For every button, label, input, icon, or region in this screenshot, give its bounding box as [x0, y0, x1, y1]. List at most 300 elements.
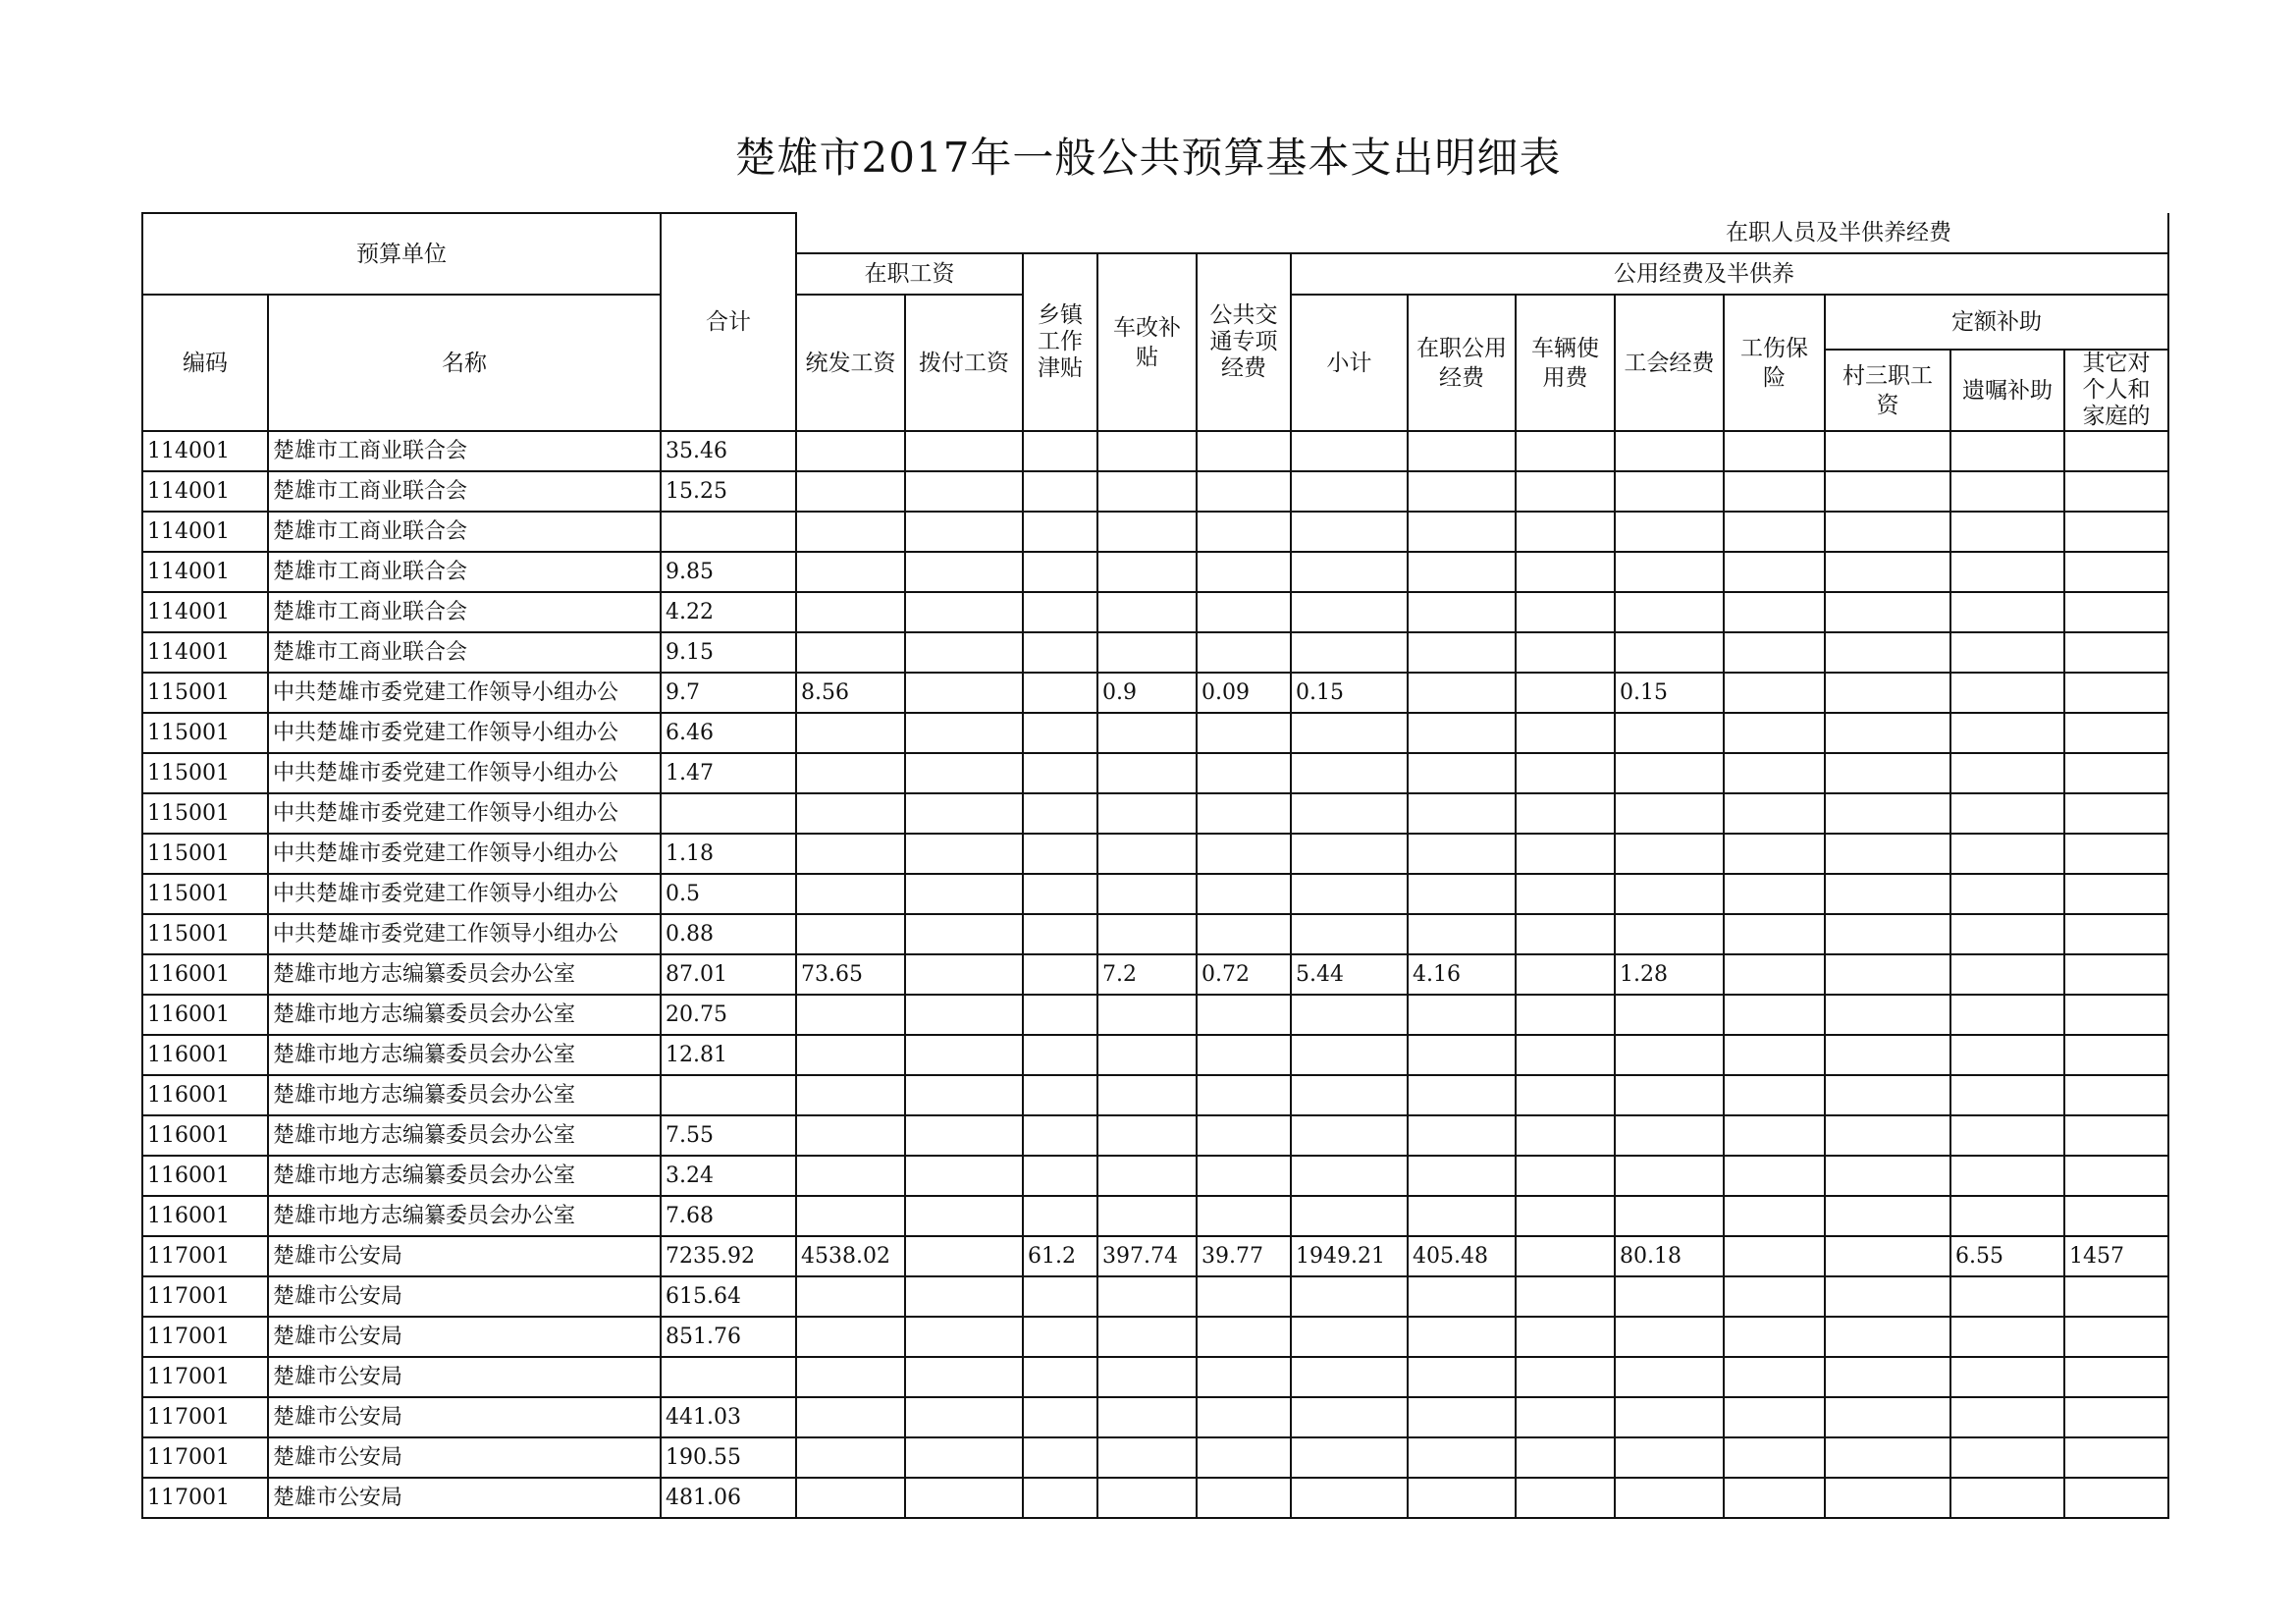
cell-transport-fund: [1197, 512, 1291, 552]
cell-staff-public: [1408, 1115, 1516, 1156]
cell-subtotal: [1291, 914, 1408, 954]
cell-union-fee: [1615, 632, 1724, 673]
cell-village-three: [1825, 471, 1950, 512]
cell-transport-fund: [1197, 874, 1291, 914]
cell-unified-salary: [796, 874, 905, 914]
cell-township-allowance: [1023, 914, 1097, 954]
cell-township-allowance: [1023, 954, 1097, 995]
cell-other-personal: [2064, 673, 2168, 713]
header-injury-insurance: 工伤保 险: [1724, 295, 1825, 431]
cell-village-three: [1825, 793, 1950, 834]
header-village-three: 村三职工 资: [1825, 350, 1950, 431]
cell-code: 117001: [142, 1437, 268, 1478]
cell-subtotal: [1291, 995, 1408, 1035]
cell-total: 441.03: [661, 1397, 796, 1437]
cell-total: 9.85: [661, 552, 796, 592]
table-row: [142, 834, 2168, 874]
cell-vehicle-fee: [1516, 793, 1615, 834]
cell-staff-public: [1408, 1156, 1516, 1196]
cell-total: 7235.92: [661, 1236, 796, 1276]
cell-unified-salary: [796, 1357, 905, 1397]
cell-staff-public: [1408, 1357, 1516, 1397]
cell-staff-public: [1408, 471, 1516, 512]
cell-total: [661, 1357, 796, 1397]
cell-code: 115001: [142, 834, 268, 874]
table-row: [142, 1075, 2168, 1115]
table-row: [142, 431, 2168, 471]
header-other-personal: 其它对 个人和 家庭的: [2064, 350, 2168, 431]
cell-subtotal: [1291, 1035, 1408, 1075]
header-vehicle-fee: 车辆使 用费: [1516, 295, 1615, 431]
cell-vehicle-fee: [1516, 673, 1615, 713]
cell-unified-salary: [796, 713, 905, 753]
header-code: 编码: [142, 295, 268, 431]
header-allocated-salary: 拨付工资: [905, 295, 1023, 431]
cell-village-three: [1825, 1357, 1950, 1397]
cell-other-personal: [2064, 1397, 2168, 1437]
cell-name: 中共楚雄市委党建工作领导小组办公: [268, 914, 661, 954]
cell-allocated-salary: [905, 431, 1023, 471]
cell-vehicle-fee: [1516, 1156, 1615, 1196]
cell-code: 116001: [142, 1035, 268, 1075]
header-unified-salary: 统发工资: [796, 295, 905, 431]
cell-township-allowance: [1023, 874, 1097, 914]
cell-allocated-salary: [905, 995, 1023, 1035]
cell-township-allowance: [1023, 1276, 1097, 1317]
cell-allocated-salary: [905, 914, 1023, 954]
cell-name: 楚雄市工商业联合会: [268, 512, 661, 552]
table-row: [142, 552, 2168, 592]
cell-total: 7.55: [661, 1115, 796, 1156]
cell-union-fee: 0.15: [1615, 673, 1724, 713]
cell-unified-salary: [796, 834, 905, 874]
cell-vehicle-fee: [1516, 713, 1615, 753]
cell-name: 中共楚雄市委党建工作领导小组办公: [268, 753, 661, 793]
table-row: [142, 673, 2168, 713]
cell-unified-salary: [796, 1276, 905, 1317]
table-row: [142, 1115, 2168, 1156]
cell-bereavement: [1950, 1156, 2064, 1196]
cell-township-allowance: [1023, 592, 1097, 632]
cell-car-reform: [1097, 995, 1197, 1035]
cell-transport-fund: [1197, 995, 1291, 1035]
cell-other-personal: [2064, 1357, 2168, 1397]
cell-subtotal: [1291, 1196, 1408, 1236]
cell-transport-fund: 39.77: [1197, 1236, 1291, 1276]
cell-vehicle-fee: [1516, 995, 1615, 1035]
cell-car-reform: [1097, 874, 1197, 914]
cell-township-allowance: [1023, 1196, 1097, 1236]
cell-vehicle-fee: [1516, 1478, 1615, 1518]
cell-staff-public: [1408, 1075, 1516, 1115]
cell-transport-fund: 0.09: [1197, 673, 1291, 713]
cell-car-reform: [1097, 834, 1197, 874]
cell-transport-fund: [1197, 1437, 1291, 1478]
cell-injury-insurance: [1724, 914, 1825, 954]
cell-car-reform: [1097, 914, 1197, 954]
cell-bereavement: [1950, 552, 2064, 592]
cell-total: 12.81: [661, 1035, 796, 1075]
cell-transport-fund: [1197, 834, 1291, 874]
cell-bereavement: [1950, 1317, 2064, 1357]
cell-unified-salary: 8.56: [796, 673, 905, 713]
cell-car-reform: [1097, 1276, 1197, 1317]
cell-staff-public: [1408, 874, 1516, 914]
cell-township-allowance: [1023, 1478, 1097, 1518]
cell-name: 楚雄市公安局: [268, 1478, 661, 1518]
cell-bereavement: [1950, 1196, 2064, 1236]
cell-injury-insurance: [1724, 431, 1825, 471]
table-row: [142, 1276, 2168, 1317]
cell-bereavement: [1950, 995, 2064, 1035]
cell-subtotal: [1291, 1115, 1408, 1156]
table-body: [142, 431, 2168, 1518]
cell-union-fee: [1615, 471, 1724, 512]
cell-township-allowance: [1023, 1115, 1097, 1156]
cell-vehicle-fee: [1516, 834, 1615, 874]
cell-vehicle-fee: [1516, 1196, 1615, 1236]
cell-vehicle-fee: [1516, 592, 1615, 632]
cell-unified-salary: [796, 512, 905, 552]
cell-staff-public: 405.48: [1408, 1236, 1516, 1276]
cell-village-three: [1825, 753, 1950, 793]
cell-staff-public: [1408, 1035, 1516, 1075]
cell-code: 115001: [142, 914, 268, 954]
cell-village-three: [1825, 1115, 1950, 1156]
cell-total: 1.18: [661, 834, 796, 874]
cell-village-three: [1825, 552, 1950, 592]
cell-car-reform: [1097, 1317, 1197, 1357]
cell-village-three: [1825, 1276, 1950, 1317]
cell-injury-insurance: [1724, 954, 1825, 995]
cell-township-allowance: [1023, 1075, 1097, 1115]
cell-name: 楚雄市地方志编纂委员会办公室: [268, 1075, 661, 1115]
cell-township-allowance: [1023, 552, 1097, 592]
cell-union-fee: [1615, 1035, 1724, 1075]
page-title: 楚雄市2017年一般公共预算基本支出明细表: [734, 134, 1562, 182]
cell-injury-insurance: [1724, 1397, 1825, 1437]
cell-total: 481.06: [661, 1478, 796, 1518]
cell-injury-insurance: [1724, 552, 1825, 592]
cell-village-three: [1825, 592, 1950, 632]
cell-car-reform: [1097, 1196, 1197, 1236]
cell-bereavement: [1950, 1397, 2064, 1437]
cell-code: 117001: [142, 1357, 268, 1397]
cell-subtotal: [1291, 834, 1408, 874]
table-row: [142, 954, 2168, 995]
cell-unified-salary: [796, 1397, 905, 1437]
cell-township-allowance: [1023, 1035, 1097, 1075]
cell-allocated-salary: [905, 1196, 1023, 1236]
cell-township-allowance: [1023, 753, 1097, 793]
table-row: [142, 1317, 2168, 1357]
table-row: [142, 592, 2168, 632]
cell-staff-public: [1408, 793, 1516, 834]
cell-unified-salary: [796, 1437, 905, 1478]
cell-union-fee: [1615, 1156, 1724, 1196]
cell-name: 楚雄市公安局: [268, 1397, 661, 1437]
cell-village-three: [1825, 431, 1950, 471]
cell-total: 851.76: [661, 1317, 796, 1357]
cell-allocated-salary: [905, 793, 1023, 834]
cell-car-reform: [1097, 1397, 1197, 1437]
cell-village-three: [1825, 1035, 1950, 1075]
cell-vehicle-fee: [1516, 431, 1615, 471]
cell-code: 115001: [142, 793, 268, 834]
cell-allocated-salary: [905, 1075, 1023, 1115]
cell-township-allowance: 61.2: [1023, 1236, 1097, 1276]
cell-allocated-salary: [905, 1115, 1023, 1156]
cell-union-fee: [1615, 1478, 1724, 1518]
cell-subtotal: 5.44: [1291, 954, 1408, 995]
table-row: [142, 1397, 2168, 1437]
cell-village-three: [1825, 1075, 1950, 1115]
cell-name: 楚雄市工商业联合会: [268, 471, 661, 512]
cell-car-reform: [1097, 1156, 1197, 1196]
table-row: [142, 1035, 2168, 1075]
cell-village-three: [1825, 995, 1950, 1035]
cell-township-allowance: [1023, 713, 1097, 753]
cell-code: 115001: [142, 874, 268, 914]
cell-injury-insurance: [1724, 995, 1825, 1035]
cell-vehicle-fee: [1516, 753, 1615, 793]
cell-transport-fund: [1197, 552, 1291, 592]
cell-injury-insurance: [1724, 1317, 1825, 1357]
cell-total: 190.55: [661, 1437, 796, 1478]
cell-township-allowance: [1023, 1357, 1097, 1397]
cell-total: 1.47: [661, 753, 796, 793]
cell-transport-fund: [1197, 1115, 1291, 1156]
cell-allocated-salary: [905, 1156, 1023, 1196]
cell-allocated-salary: [905, 713, 1023, 753]
cell-unified-salary: [796, 793, 905, 834]
cell-name: 中共楚雄市委党建工作领导小组办公: [268, 834, 661, 874]
cell-name: 楚雄市地方志编纂委员会办公室: [268, 1156, 661, 1196]
cell-total: [661, 793, 796, 834]
cell-total: 87.01: [661, 954, 796, 995]
cell-unified-salary: [796, 1115, 905, 1156]
cell-subtotal: [1291, 1276, 1408, 1317]
cell-vehicle-fee: [1516, 512, 1615, 552]
cell-subtotal: [1291, 431, 1408, 471]
cell-name: 中共楚雄市委党建工作领导小组办公: [268, 793, 661, 834]
cell-staff-public: [1408, 431, 1516, 471]
cell-transport-fund: [1197, 1357, 1291, 1397]
cell-other-personal: [2064, 954, 2168, 995]
header-quota-group: 定额补助: [1825, 295, 2168, 350]
cell-village-three: [1825, 874, 1950, 914]
cell-injury-insurance: [1724, 1115, 1825, 1156]
cell-injury-insurance: [1724, 512, 1825, 552]
cell-total: 0.5: [661, 874, 796, 914]
cell-bereavement: [1950, 512, 2064, 552]
cell-subtotal: [1291, 592, 1408, 632]
cell-name: 楚雄市工商业联合会: [268, 552, 661, 592]
cell-bereavement: [1950, 1115, 2064, 1156]
table-row: [142, 632, 2168, 673]
cell-name: 楚雄市工商业联合会: [268, 431, 661, 471]
cell-subtotal: [1291, 713, 1408, 753]
cell-staff-public: [1408, 632, 1516, 673]
cell-unified-salary: [796, 592, 905, 632]
cell-staff-public: [1408, 1437, 1516, 1478]
cell-car-reform: [1097, 552, 1197, 592]
cell-other-personal: [2064, 1115, 2168, 1156]
cell-allocated-salary: [905, 1035, 1023, 1075]
cell-union-fee: [1615, 512, 1724, 552]
cell-village-three: [1825, 954, 1950, 995]
header-bereavement: 遗嘱补助: [1950, 350, 2064, 431]
cell-total: 9.15: [661, 632, 796, 673]
cell-allocated-salary: [905, 512, 1023, 552]
cell-code: 115001: [142, 673, 268, 713]
cell-bereavement: [1950, 793, 2064, 834]
cell-village-three: [1825, 1397, 1950, 1437]
cell-township-allowance: [1023, 995, 1097, 1035]
cell-other-personal: [2064, 592, 2168, 632]
cell-staff-public: 4.16: [1408, 954, 1516, 995]
cell-car-reform: [1097, 1115, 1197, 1156]
cell-allocated-salary: [905, 954, 1023, 995]
cell-name: 楚雄市地方志编纂委员会办公室: [268, 954, 661, 995]
cell-transport-fund: [1197, 914, 1291, 954]
cell-union-fee: [1615, 552, 1724, 592]
cell-union-fee: [1615, 834, 1724, 874]
cell-transport-fund: [1197, 1035, 1291, 1075]
header-staff-public: 在职公用 经费: [1408, 295, 1516, 431]
cell-name: 楚雄市地方志编纂委员会办公室: [268, 1035, 661, 1075]
cell-total: 3.24: [661, 1156, 796, 1196]
cell-injury-insurance: [1724, 1156, 1825, 1196]
cell-car-reform: [1097, 1035, 1197, 1075]
cell-code: 116001: [142, 1156, 268, 1196]
cell-other-personal: [2064, 995, 2168, 1035]
cell-car-reform: [1097, 793, 1197, 834]
header-union-fee: 工会经费: [1615, 295, 1724, 431]
cell-allocated-salary: [905, 552, 1023, 592]
cell-subtotal: [1291, 471, 1408, 512]
cell-car-reform: [1097, 431, 1197, 471]
cell-allocated-salary: [905, 1317, 1023, 1357]
header-township-allowance: 乡镇 工作 津贴: [1023, 253, 1097, 431]
cell-transport-fund: [1197, 471, 1291, 512]
cell-unified-salary: [796, 1196, 905, 1236]
cell-other-personal: [2064, 1478, 2168, 1518]
cell-transport-fund: 0.72: [1197, 954, 1291, 995]
cell-other-personal: [2064, 431, 2168, 471]
cell-subtotal: [1291, 1317, 1408, 1357]
cell-transport-fund: [1197, 632, 1291, 673]
cell-car-reform: [1097, 1075, 1197, 1115]
cell-township-allowance: [1023, 1156, 1097, 1196]
cell-unified-salary: 73.65: [796, 954, 905, 995]
cell-transport-fund: [1197, 431, 1291, 471]
cell-unified-salary: [796, 753, 905, 793]
cell-other-personal: [2064, 1276, 2168, 1317]
cell-other-personal: [2064, 834, 2168, 874]
cell-village-three: [1825, 1156, 1950, 1196]
cell-code: 116001: [142, 1115, 268, 1156]
table-row: [142, 1478, 2168, 1518]
cell-bereavement: [1950, 431, 2064, 471]
cell-total: 0.88: [661, 914, 796, 954]
cell-injury-insurance: [1724, 1236, 1825, 1276]
cell-union-fee: 80.18: [1615, 1236, 1724, 1276]
cell-allocated-salary: [905, 1357, 1023, 1397]
cell-car-reform: [1097, 1437, 1197, 1478]
cell-total: [661, 512, 796, 552]
header-car-reform: 车改补 贴: [1097, 253, 1197, 431]
cell-vehicle-fee: [1516, 552, 1615, 592]
cell-name: 楚雄市工商业联合会: [268, 592, 661, 632]
cell-injury-insurance: [1724, 793, 1825, 834]
cell-union-fee: [1615, 1276, 1724, 1317]
cell-vehicle-fee: [1516, 1035, 1615, 1075]
cell-total: 35.46: [661, 431, 796, 471]
cell-transport-fund: [1197, 1196, 1291, 1236]
cell-village-three: [1825, 1478, 1950, 1518]
table-row: [142, 512, 2168, 552]
cell-subtotal: [1291, 1397, 1408, 1437]
cell-unified-salary: [796, 1317, 905, 1357]
cell-name: 中共楚雄市委党建工作领导小组办公: [268, 874, 661, 914]
cell-subtotal: [1291, 753, 1408, 793]
cell-code: 117001: [142, 1478, 268, 1518]
cell-bereavement: [1950, 1035, 2064, 1075]
cell-village-three: [1825, 834, 1950, 874]
cell-allocated-salary: [905, 673, 1023, 713]
cell-code: 116001: [142, 1075, 268, 1115]
cell-other-personal: [2064, 753, 2168, 793]
cell-vehicle-fee: [1516, 1357, 1615, 1397]
cell-transport-fund: [1197, 1478, 1291, 1518]
cell-other-personal: [2064, 1075, 2168, 1115]
cell-name: 楚雄市公安局: [268, 1437, 661, 1478]
cell-union-fee: [1615, 1317, 1724, 1357]
cell-staff-public: [1408, 753, 1516, 793]
cell-subtotal: [1291, 874, 1408, 914]
cell-union-fee: [1615, 753, 1724, 793]
cell-unified-salary: [796, 552, 905, 592]
cell-allocated-salary: [905, 632, 1023, 673]
cell-code: 117001: [142, 1276, 268, 1317]
cell-bereavement: [1950, 673, 2064, 713]
cell-injury-insurance: [1724, 673, 1825, 713]
cell-township-allowance: [1023, 471, 1097, 512]
table-row: [142, 471, 2168, 512]
cell-other-personal: [2064, 713, 2168, 753]
cell-car-reform: 397.74: [1097, 1236, 1197, 1276]
cell-village-three: [1825, 914, 1950, 954]
cell-other-personal: [2064, 471, 2168, 512]
cell-township-allowance: [1023, 834, 1097, 874]
cell-name: 楚雄市地方志编纂委员会办公室: [268, 1196, 661, 1236]
cell-code: 114001: [142, 512, 268, 552]
cell-other-personal: [2064, 552, 2168, 592]
cell-transport-fund: [1197, 793, 1291, 834]
cell-injury-insurance: [1724, 1478, 1825, 1518]
table-row: [142, 1437, 2168, 1478]
cell-unified-salary: [796, 1478, 905, 1518]
cell-township-allowance: [1023, 512, 1097, 552]
cell-staff-public: [1408, 1276, 1516, 1317]
cell-allocated-salary: [905, 471, 1023, 512]
table-row: [142, 753, 2168, 793]
cell-union-fee: [1615, 713, 1724, 753]
cell-transport-fund: [1197, 1317, 1291, 1357]
cell-injury-insurance: [1724, 1276, 1825, 1317]
cell-union-fee: [1615, 1115, 1724, 1156]
